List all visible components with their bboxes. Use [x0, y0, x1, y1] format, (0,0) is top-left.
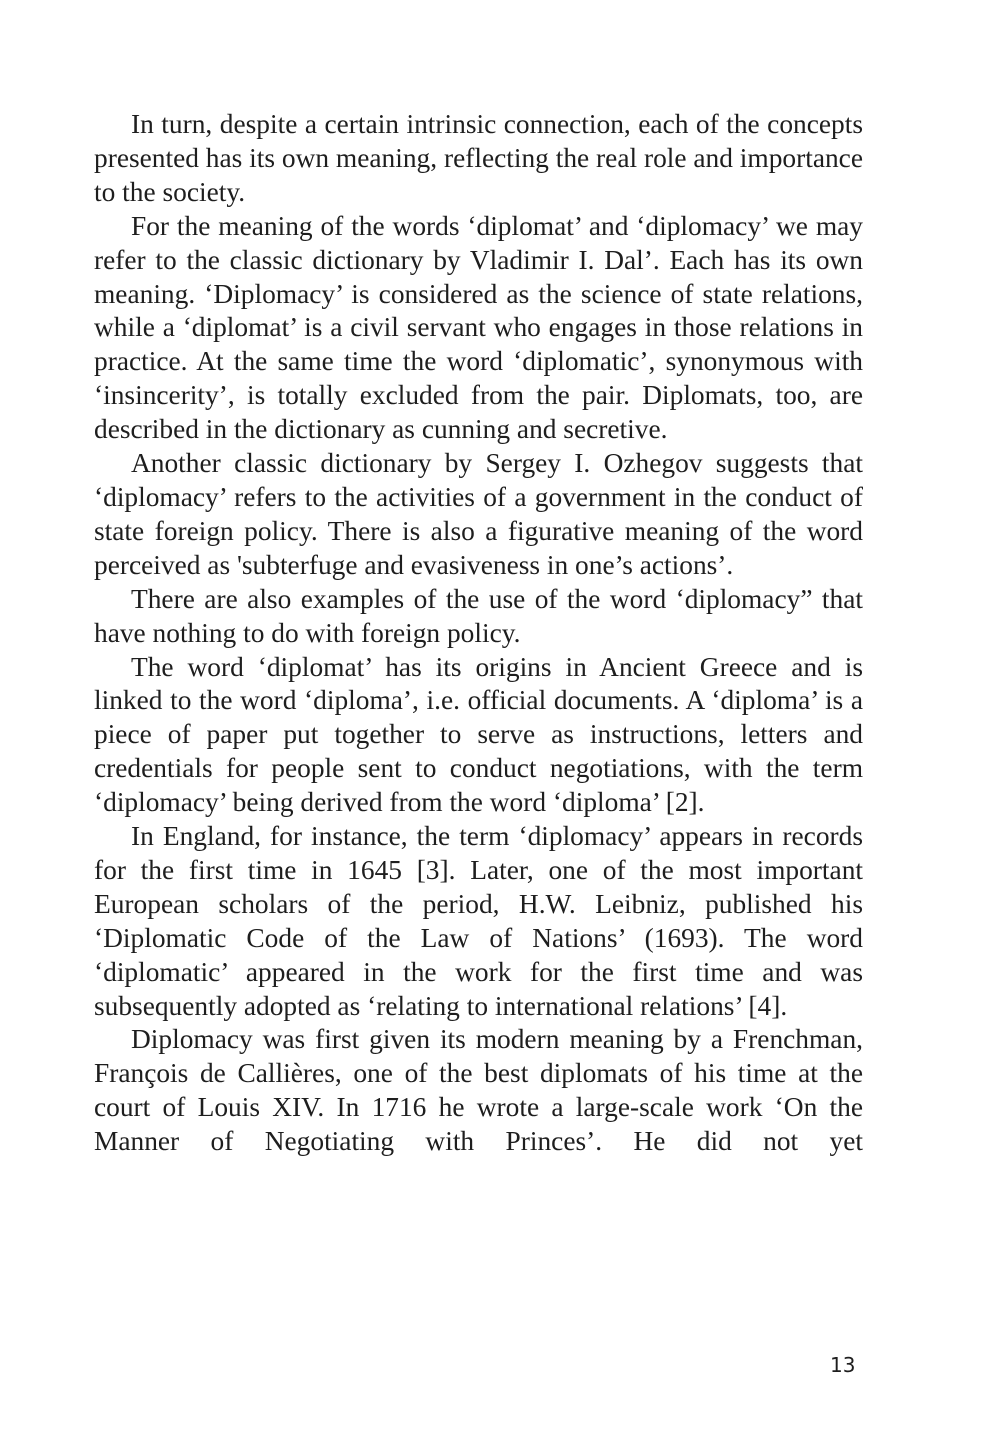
body-text [94, 108, 863, 1159]
paragraph-2: For the meaning of the words ‘diplomat’ and ‘diplomacy’ we may refer to the classic dictionary by Vladimir I. Dal’. Each has its own meaning. ‘Diplomacy’ is considered as the science of state relations, while a ‘diplomat’ is a civil servant who engages in those relations in practice. At the same time the word ‘diplomatic’, synonymous with ‘insincerity’, is totally excluded from the pair. Diplomats, too, are described in the dictionary as cunning and secretive. [94, 210, 863, 445]
paragraph-6: In England, for instance, the term ‘diplomacy’ appears in records for the first time in 1645 [3]. Later, one of the most important European scholars of the period, H.W. Leibniz, published his ‘Diplomatic Code of the Law of Nations’ (1693). The word ‘diplomatic’ appeared in the work for the first time and was subsequently adopted as ‘relating to international relations’ [4]. [94, 821, 863, 1021]
paragraph-3: Another classic dictionary by Sergey I. Ozhegov suggests that ‘diplomacy’ refers to the activities of a government in the conduct of state foreign policy. There is also a figurative meaning of the word perceived as 'subterfuge and evasiveness in one’s actions’. [94, 448, 863, 580]
paragraph-5: The word ‘diplomat’ has its origins in Ancient Greece and is linked to the word ‘diploma’, i.e. official documents. A ‘diploma’ is a piece of paper put together to serve as instructions, letters and credentials for people sent to conduct negotiations, with the term ‘diplomacy’ being derived from the word ‘diploma’ [2]. [94, 651, 863, 818]
paragraph-7: Diplomacy was first given its modern meaning by a Frenchman, François de Callières, one of the best diplomats of his time at the court of Louis XIV. In 1716 he wrote a large-scale work ‘On the Manner of Negotiating with Princes’. He did not yet [94, 1024, 863, 1157]
paragraph-1: In turn, despite a certain intrinsic connection, each of the concepts presented has its own meaning, reflecting the real role and importance to the society. [94, 109, 863, 207]
paragraph-4: There are also examples of the use of the word ‘diplomacy” that have nothing to do with foreign policy. [94, 583, 863, 648]
page-number: 13 [830, 1353, 856, 1377]
